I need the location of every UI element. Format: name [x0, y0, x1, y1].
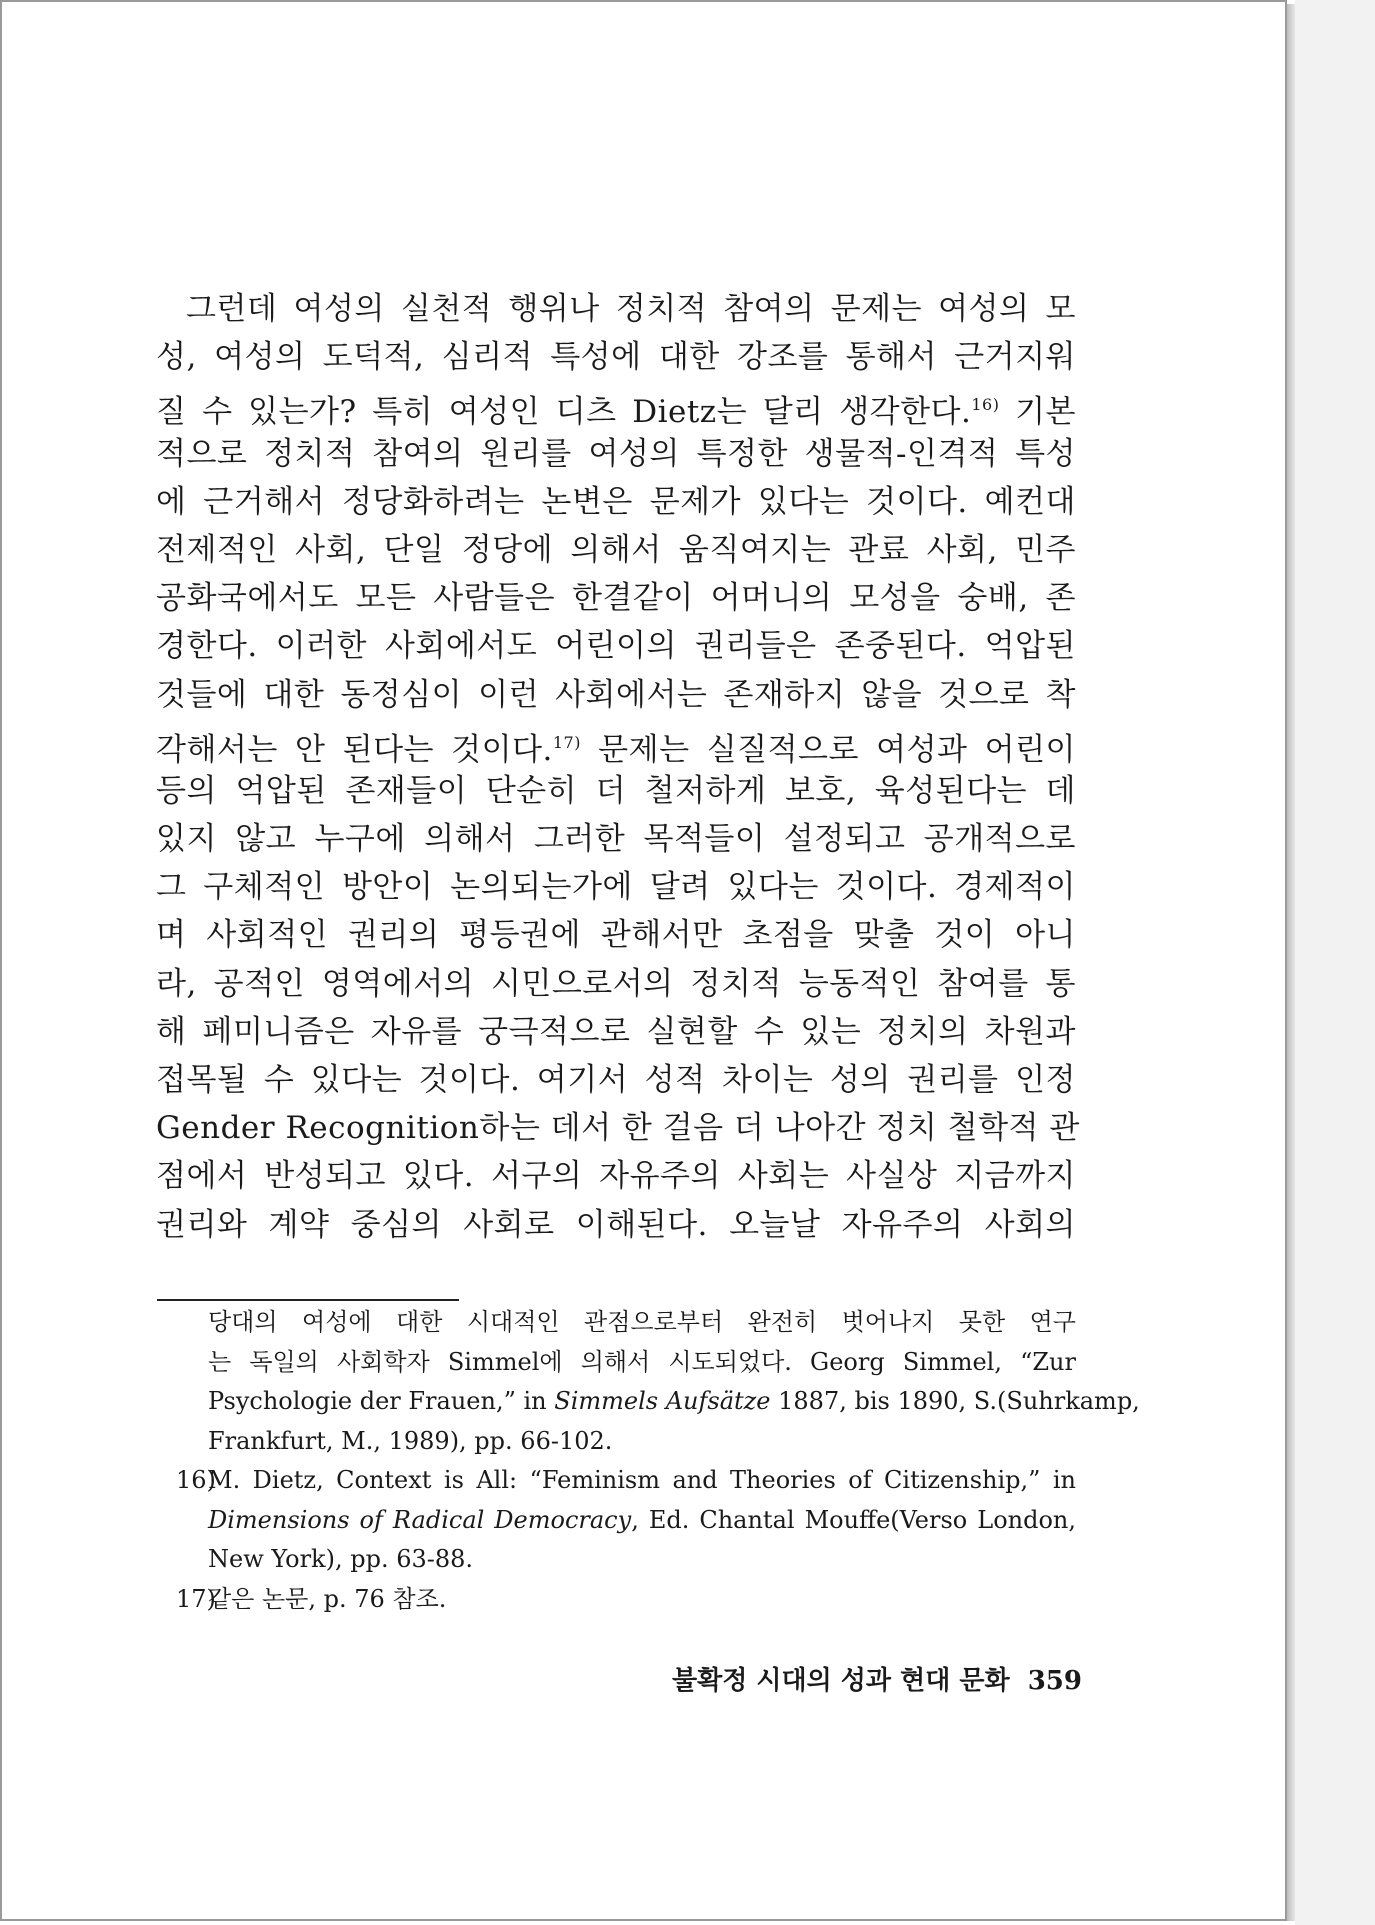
- footnote-continued-line: 는 독일의 사회학자 Simmel에 의해서 시도되었다. Georg Simmel, “Zur: [208, 1347, 1076, 1376]
- footnote-16-line: New York), pp. 63-88.: [208, 1545, 474, 1573]
- body-line: 점에서 반성되고 있다. 서구의 자유주의 사회는 사실상 지금까지: [156, 1158, 1076, 1195]
- body-line: [156, 381, 1076, 429]
- footnote-italic-title: Simmels Aufsätze: [554, 1387, 771, 1415]
- footnote-text: Psychologie der Frauen,” in: [208, 1387, 547, 1415]
- body-line: [156, 719, 1076, 767]
- body-line: 권리와 계약 중심의 사회로 이해된다. 오늘날 자유주의 사회의: [156, 1206, 1076, 1243]
- footnote-17: [176, 1580, 1076, 1620]
- body-line: 경한다. 이러한 사회에서도 어린이의 권리들은 존중된다. 억압된: [156, 628, 1076, 665]
- body-line: 적으로 정치적 참여의 원리를 여성의 특정한 생물적-인격적 특성: [156, 435, 1076, 472]
- body-line-tail: 문제는 실질적으로 여성과 어린이: [598, 731, 1077, 768]
- footnote-ref-17: 17): [552, 732, 581, 752]
- body-line: 에 근거해서 정당화하려는 논변은 문제가 있다는 것이다. 예컨대: [156, 483, 1076, 520]
- body-line-text: 각해서는 안 된다는 것이다.: [156, 731, 553, 768]
- body-line: 성, 여성의 도덕적, 심리적 특성에 대한 강조를 통해서 근거지워: [156, 339, 1076, 376]
- footnote-text: M. Dietz, Context is All: “Feminism and Theories of Citizenship,” in: [208, 1466, 1076, 1494]
- body-line: Gender Recognition하는 데서 한 걸음 더 나아간 정치 철학적 관: [156, 1110, 1080, 1147]
- footnote-number: 17): [176, 1584, 216, 1613]
- footnote-continued-line: 당대의 여성에 대한 시대적인 관점으로부터 완전히 벗어나지 못한 연구: [208, 1308, 1076, 1336]
- viewer-margin: [1295, 0, 1375, 1925]
- body-line: 며 사회적인 권리의 평등권에 관해서만 초점을 맞출 것이 아니: [156, 917, 1076, 954]
- footnote-italic-title: Dimensions of Radical Democracy: [208, 1505, 632, 1534]
- running-title: 불확정 시대의 성과 현대 문화: [672, 1666, 1010, 1696]
- body-line: 등의 억압된 존재들이 단순히 더 철저하게 보호, 육성된다는 데: [156, 772, 1076, 809]
- footnote-text: , Ed. Chantal Mouffe(Verso London,: [631, 1505, 1076, 1534]
- body-line: 해 페미니즘은 자유를 궁극적으로 실현할 수 있는 정치의 차원과: [156, 1013, 1076, 1050]
- footnote-text: 같은 논문, p. 76 참조.: [208, 1584, 447, 1613]
- body-line: 것들에 대한 동정심이 이런 사회에서는 존재하지 않을 것으로 착: [156, 676, 1076, 713]
- running-footer: [612, 1660, 1082, 1697]
- footnote-number: 16): [176, 1466, 216, 1494]
- footnote-continued-line: [176, 1382, 1140, 1422]
- footnote-divider: [157, 1299, 459, 1301]
- footnote-continued-line: Frankfurt, M., 1989), pp. 66-102.: [208, 1426, 613, 1455]
- page-number: 359: [1027, 1666, 1082, 1696]
- body-line: 있지 않고 누구에 의해서 그러한 목적들이 설정되고 공개적으로: [156, 821, 1076, 858]
- body-line: 라, 공적인 영역에서의 시민으로서의 정치적 능동적인 참여를 통: [156, 965, 1076, 1002]
- body-line: 전제적인 사회, 단일 정당에 의해서 움직여지는 관료 사회, 민주: [156, 531, 1076, 568]
- body-line: 공화국에서도 모든 사람들은 한결같이 어머니의 모성을 숭배, 존: [156, 580, 1076, 617]
- footnote-ref-16: 16): [971, 395, 1000, 415]
- footnote-16: [176, 1461, 1076, 1501]
- page-edge-shadow: [1287, 4, 1295, 1921]
- body-line: 접목될 수 있다는 것이다. 여기서 성적 차이는 성의 권리를 인정: [156, 1062, 1076, 1098]
- body-line-tail: 기본: [1015, 394, 1076, 431]
- body-line: 그런데 여성의 실천적 행위나 정치적 참여의 문제는 여성의 모: [186, 291, 1076, 327]
- body-line-text: 질 수 있는가? 특히 여성인 디츠 Dietz는 달리 생각한다.: [156, 394, 972, 431]
- body-paragraph: [156, 285, 1080, 1249]
- body-line: 그 구체적인 방안이 논의되는가에 달려 있다는 것이다. 경제적이: [156, 869, 1076, 906]
- footnote-16-line: [176, 1501, 1076, 1541]
- footnotes: [176, 1303, 1140, 1619]
- footnote-text: 1887, bis 1890, S.(Suhrkamp,: [778, 1387, 1140, 1415]
